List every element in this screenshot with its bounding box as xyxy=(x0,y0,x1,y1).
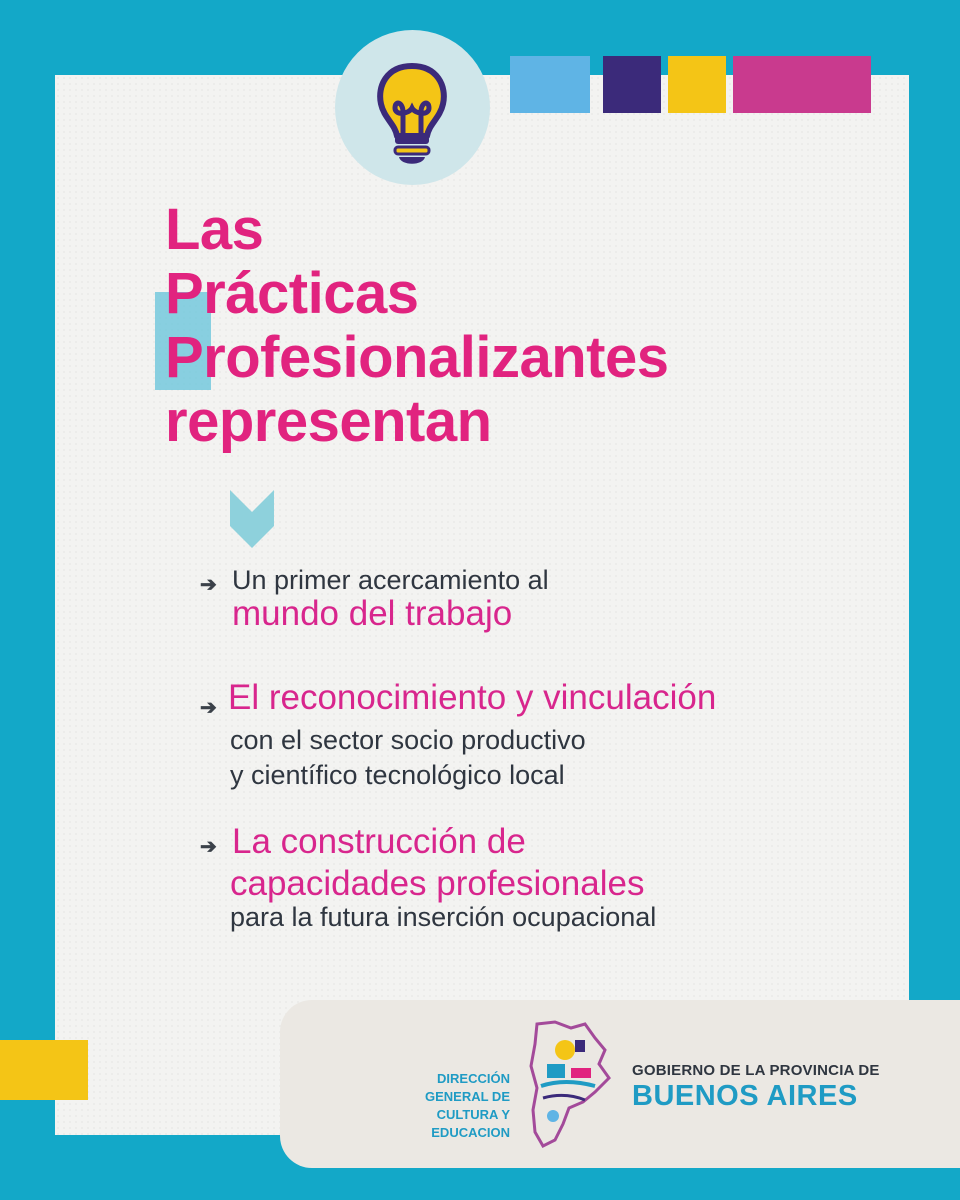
title-line-4: representan xyxy=(165,389,492,454)
province-name: BUENOS AIRES xyxy=(632,1080,858,1112)
lightbulb-badge xyxy=(335,30,490,185)
color-swatch-light-blue xyxy=(510,56,590,113)
item-text: Un primer acercamiento al xyxy=(232,565,549,595)
arrow-right-icon: ➔ xyxy=(200,697,217,719)
item-text: con el sector socio productivo xyxy=(230,725,586,755)
province-map-logo xyxy=(525,1020,615,1150)
department-line-1: DIRECCIÓN GENERAL DE xyxy=(425,1071,510,1104)
title-line-2: Prácticas xyxy=(165,261,419,326)
footer-department xyxy=(370,1070,510,1142)
footer-banner xyxy=(280,1000,960,1168)
item-highlight-text: El reconocimiento y vinculación xyxy=(228,678,717,717)
arrow-right-icon: ➔ xyxy=(200,574,217,596)
title-line-3: Profesionalizantes xyxy=(165,325,669,390)
arrow-right-icon: ➔ xyxy=(200,836,217,858)
corner-accent xyxy=(0,1040,88,1100)
item-text: y científico tecnológico local xyxy=(230,760,565,790)
page-title xyxy=(165,198,668,454)
color-swatch-magenta xyxy=(733,56,871,113)
item-highlight-text: mundo del trabajo xyxy=(232,594,513,633)
item-highlight-text: capacidades profesionales xyxy=(230,864,645,903)
item-text: para la futura inserción ocupacional xyxy=(230,902,657,932)
chevron-down-icon xyxy=(230,490,274,548)
lightbulb-icon xyxy=(335,30,490,185)
department-line-2: CULTURA Y EDUCACION xyxy=(431,1107,510,1140)
color-swatch-navy xyxy=(603,56,661,113)
government-label: GOBIERNO DE LA PROVINCIA DE xyxy=(632,1062,880,1079)
color-swatch-yellow xyxy=(668,56,726,113)
item-highlight-text: La construcción de xyxy=(232,822,526,861)
title-line-1: Las xyxy=(165,197,264,262)
